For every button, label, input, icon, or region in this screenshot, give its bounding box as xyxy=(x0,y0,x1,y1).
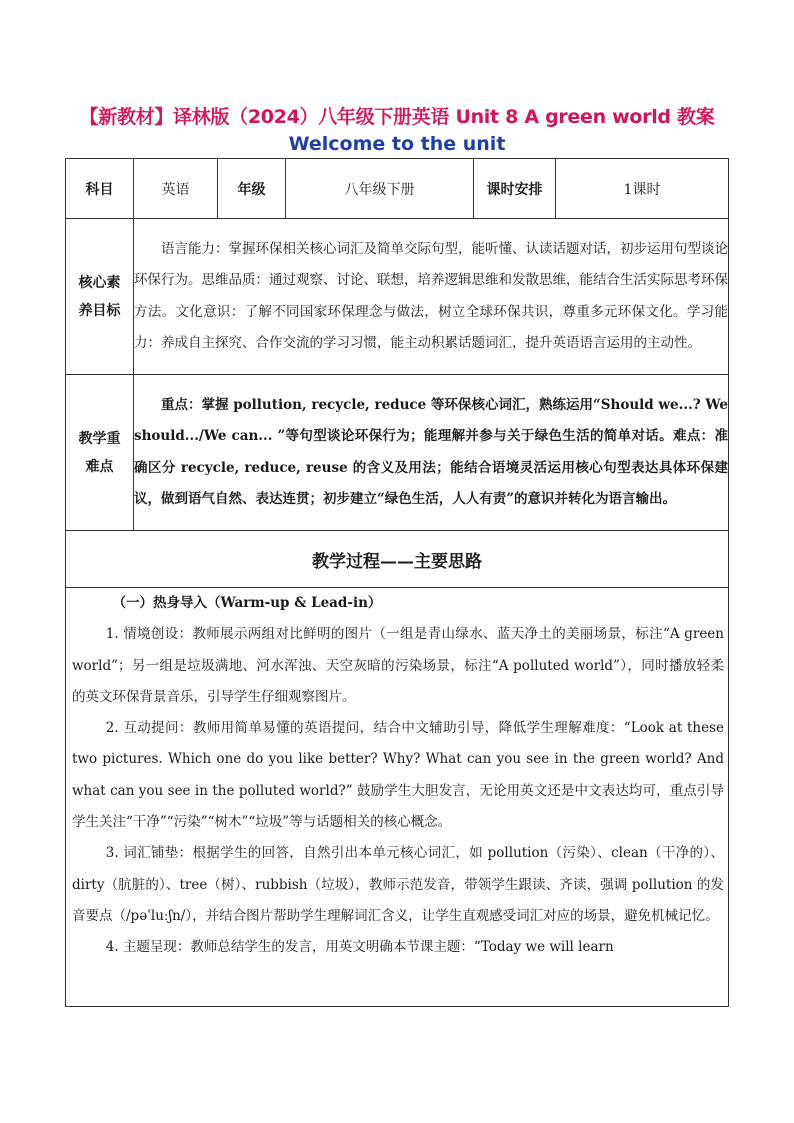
grade-value: 八年级下册 xyxy=(286,159,474,219)
key-points-row xyxy=(66,375,729,531)
subject-value: 英语 xyxy=(134,159,218,219)
process-body xyxy=(66,588,729,1007)
key-points-label-line2: 难点 xyxy=(85,458,114,475)
lesson-plan-table xyxy=(65,158,729,1007)
core-literacy-content xyxy=(134,219,729,375)
process-body-row xyxy=(66,588,729,1007)
subject-label: 科目 xyxy=(66,159,134,219)
key-points-text: 重点：掌握 pollution, recycle, reduce 等环保核心词汇，熟练运用“Should we...? We should.../We can... ”等句型谈论环保行为；能理解并参与关于绿色生活的简单对话。难点：准确区分 recycle, reduce, reuse 的含义及用法；能结合语境灵活运用核心句型表达具体环保建议，做到语气自然、表达连贯；初步建立“绿色生活，人人有责”的意识并转化为语言输出。 xyxy=(134,396,728,507)
key-points-label xyxy=(66,375,134,531)
core-literacy-row xyxy=(66,219,729,375)
section-title: （一）热身导入（Warm-up & Lead-in） xyxy=(112,595,382,611)
key-points-content xyxy=(134,375,729,531)
process-heading: 教学过程——主要思路 xyxy=(66,531,729,588)
key-points-label-line1: 教学重 xyxy=(78,430,121,447)
process-item: 2. 互动提问：教师用简单易懂的英语提问，结合中文辅助引导，降低学生理解难度：“Look at these two pictures. Which one do you like better? Why? What can you see in the green world? And what can you see in the polluted world?” 鼓励学生大胆发言，无论用英文还是中文表达均可，重点引导学生关注“干净”“污染”“树木”“垃圾”等与话题相关的核心概念。 xyxy=(72,720,724,831)
core-literacy-text: 语言能力：掌握环保相关核心词汇及简单交际句型，能听懂、认读话题对话，初步运用句型谈论环保行为。思维品质：通过观察、讨论、联想，培养逻辑思维和发散思维，能结合生活实际思考环保方法。文化意识：了解不同国家环保理念与做法，树立全球环保共识，尊重多元环保文化。学习能力：养成自主探究、合作交流的学习习惯，能主动积累话题词汇，提升英语语言运用的主动性。 xyxy=(134,240,728,351)
process-item: 3. 词汇铺垫：根据学生的回答，自然引出本单元核心词汇，如 pollution（污染）、clean（干净的）、dirty（肮脏的）、tree（树）、rubbish（垃圾），教师示范发音，带领学生跟读、齐读，强调 pollution 的发音要点（/pəˈluːʃn/），并结合图片帮助学生理解词汇含义，让学生直观感受词汇对应的场景，避免机械记忆。 xyxy=(72,845,724,924)
core-literacy-label-line2: 养目标 xyxy=(78,302,121,319)
document-subtitle: Welcome to the unit xyxy=(288,133,506,155)
process-item: 4. 主题呈现：教师总结学生的发言，用英文明确本节课主题：“Today we will learn xyxy=(105,939,614,956)
core-literacy-label-line1: 核心素 xyxy=(78,274,121,291)
document-title: 【新教材】译林版（2024）八年级下册英语 Unit 8 A green world 教案 xyxy=(79,106,715,128)
process-heading-row xyxy=(66,531,729,588)
hours-value: 1课时 xyxy=(556,159,729,219)
core-literacy-label xyxy=(66,219,134,375)
hours-label: 课时安排 xyxy=(474,159,556,219)
grade-label: 年级 xyxy=(218,159,286,219)
header-row xyxy=(66,159,729,219)
process-item: 1. 情境创设：教师展示两组对比鲜明的图片（一组是青山绿水、蓝天净土的美丽场景，标注“A green world”；另一组是垃圾满地、河水浑浊、天空灰暗的污染场景，标注“A polluted world”），同时播放轻柔的英文环保背景音乐，引导学生仔细观察图片。 xyxy=(72,626,724,705)
